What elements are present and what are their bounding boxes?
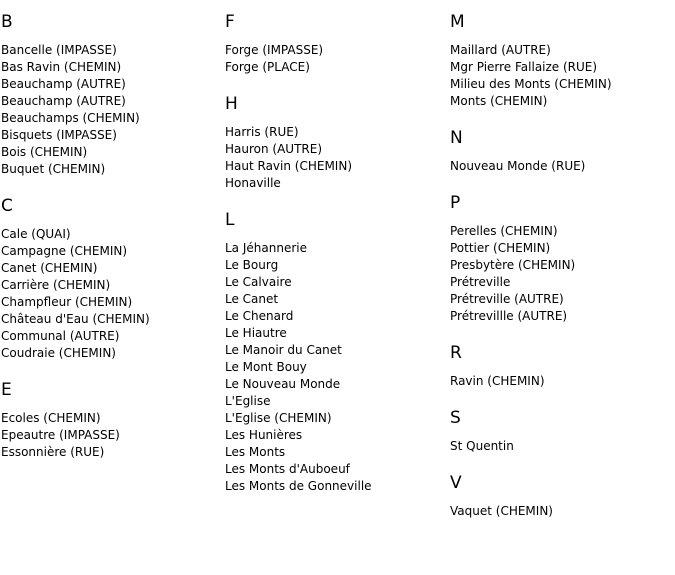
street-list xyxy=(1,410,223,461)
street-link[interactable]: Cale (QUAI) xyxy=(1,227,71,241)
street-link[interactable]: Maillard (AUTRE) xyxy=(450,43,551,57)
street-list xyxy=(225,42,447,76)
street-link[interactable]: Ecoles (CHEMIN) xyxy=(1,411,101,425)
section-p xyxy=(450,193,674,325)
street-link[interactable]: Bas Ravin (CHEMIN) xyxy=(1,60,122,74)
section-v xyxy=(450,473,674,520)
section-letter: S xyxy=(450,408,461,428)
street-link[interactable]: La Jéhannerie xyxy=(225,241,307,255)
section-letter: P xyxy=(450,193,461,213)
street-link[interactable]: Le Bourg xyxy=(225,258,279,272)
street-link[interactable]: Milieu des Monts (CHEMIN) xyxy=(450,77,612,91)
street-link[interactable]: Carrière (CHEMIN) xyxy=(1,278,111,292)
section-letter: R xyxy=(450,343,462,363)
street-link[interactable]: Bisquets (IMPASSE) xyxy=(1,128,117,142)
section-letter: E xyxy=(1,380,12,400)
index-column-3 xyxy=(450,12,674,538)
street-link[interactable]: Les Monts xyxy=(225,445,286,459)
section-letter: C xyxy=(1,196,13,216)
section-letter: F xyxy=(225,12,235,32)
street-link[interactable]: Beauchamp (AUTRE) xyxy=(1,94,126,108)
index-column-1 xyxy=(1,12,223,479)
street-link[interactable]: Les Hunières xyxy=(225,428,303,442)
street-link[interactable]: Le Chenard xyxy=(225,309,294,323)
index-column-2 xyxy=(225,12,447,513)
street-link[interactable]: Coudraie (CHEMIN) xyxy=(1,346,116,360)
street-link[interactable]: Buquet (CHEMIN) xyxy=(1,162,106,176)
section-letter: H xyxy=(225,94,238,114)
street-link[interactable]: Haut Ravin (CHEMIN) xyxy=(225,159,353,173)
street-link[interactable]: Bois (CHEMIN) xyxy=(1,145,88,159)
street-link[interactable]: Ravin (CHEMIN) xyxy=(450,374,545,388)
street-link[interactable]: Campagne (CHEMIN) xyxy=(1,244,128,258)
street-link[interactable]: Presbytère (CHEMIN) xyxy=(450,258,576,272)
street-list xyxy=(450,373,674,390)
section-letter: V xyxy=(450,473,462,493)
street-link[interactable]: Honaville xyxy=(225,176,281,190)
section-letter: M xyxy=(450,12,465,32)
section-l xyxy=(225,210,447,495)
street-link[interactable]: Pottier (CHEMIN) xyxy=(450,241,551,255)
street-list xyxy=(1,42,223,178)
street-link[interactable]: Le Manoir du Canet xyxy=(225,343,342,357)
section-letter: N xyxy=(450,128,463,148)
street-list xyxy=(450,223,674,325)
section-s xyxy=(450,408,674,455)
street-link[interactable]: Le Hiautre xyxy=(225,326,287,340)
section-letter: B xyxy=(1,12,13,32)
street-link[interactable]: Le Calvaire xyxy=(225,275,292,289)
street-link[interactable]: Bancelle (IMPASSE) xyxy=(1,43,117,57)
street-link[interactable]: Champfleur (CHEMIN) xyxy=(1,295,133,309)
street-link[interactable]: Les Monts d'Auboeuf xyxy=(225,462,350,476)
section-r xyxy=(450,343,674,390)
section-h xyxy=(225,94,447,192)
street-list xyxy=(450,503,674,520)
street-link[interactable]: Beauchamps (CHEMIN) xyxy=(1,111,140,125)
street-link[interactable]: Prétreville xyxy=(450,275,511,289)
street-link[interactable]: Le Mont Bouy xyxy=(225,360,307,374)
street-link[interactable]: Canet (CHEMIN) xyxy=(1,261,98,275)
section-e xyxy=(1,380,223,461)
street-link[interactable]: Communal (AUTRE) xyxy=(1,329,120,343)
street-list xyxy=(1,226,223,362)
street-link[interactable]: Prétrevillle (AUTRE) xyxy=(450,309,568,323)
street-link[interactable]: Perelles (CHEMIN) xyxy=(450,224,558,238)
street-link[interactable]: Essonnière (RUE) xyxy=(1,445,105,459)
street-link[interactable]: Mgr Pierre Fallaize (RUE) xyxy=(450,60,598,74)
street-link[interactable]: L'Eglise xyxy=(225,394,271,408)
street-link[interactable]: L'Eglise (CHEMIN) xyxy=(225,411,332,425)
section-f xyxy=(225,12,447,76)
street-link[interactable]: Le Canet xyxy=(225,292,279,306)
street-link[interactable]: Epeautre (IMPASSE) xyxy=(1,428,120,442)
street-link[interactable]: Prétreville (AUTRE) xyxy=(450,292,564,306)
street-list xyxy=(450,158,674,175)
street-link[interactable]: Le Nouveau Monde xyxy=(225,377,341,391)
street-link[interactable]: Nouveau Monde (RUE) xyxy=(450,159,586,173)
section-b xyxy=(1,12,223,178)
street-list xyxy=(225,124,447,192)
street-link[interactable]: Les Monts de Gonneville xyxy=(225,479,372,493)
section-m xyxy=(450,12,674,110)
street-link[interactable]: Forge (IMPASSE) xyxy=(225,43,324,57)
street-link[interactable]: Vaquet (CHEMIN) xyxy=(450,504,553,518)
street-list xyxy=(450,438,674,455)
section-letter: L xyxy=(225,210,235,230)
street-link[interactable]: Forge (PLACE) xyxy=(225,60,310,74)
section-c xyxy=(1,196,223,362)
section-n xyxy=(450,128,674,175)
street-link[interactable]: Hauron (AUTRE) xyxy=(225,142,323,156)
street-link[interactable]: Château d'Eau (CHEMIN) xyxy=(1,312,150,326)
street-link[interactable]: Beauchamp (AUTRE) xyxy=(1,77,126,91)
street-link[interactable]: Monts (CHEMIN) xyxy=(450,94,548,108)
street-list xyxy=(225,240,447,495)
street-link[interactable]: St Quentin xyxy=(450,439,514,453)
street-list xyxy=(450,42,674,110)
street-link[interactable]: Harris (RUE) xyxy=(225,125,299,139)
